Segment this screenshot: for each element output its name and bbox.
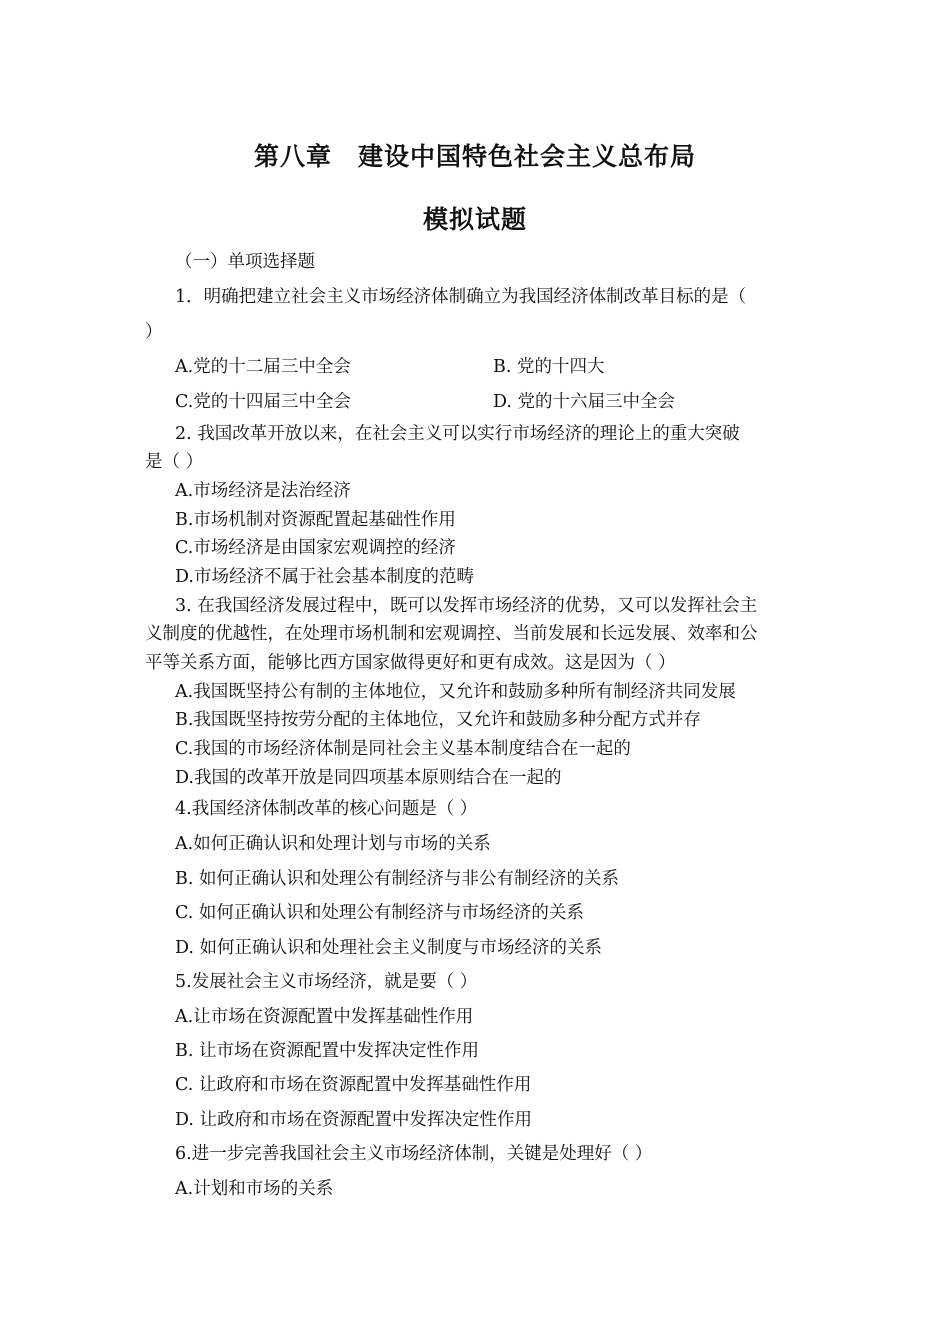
question-3-stem-line-1: 3. 在我国经济发展过程中，既可以发挥市场经济的优势，又可以发挥社会主 xyxy=(175,596,758,616)
question-3-option-b: B.我国既坚持按劳分配的主体地位，又允许和鼓励多种分配方式并存 xyxy=(175,710,701,730)
question-3-option-d: D.我国的改革开放是同四项基本原则结合在一起的 xyxy=(175,768,562,788)
question-4-option-d: D. 如何正确认识和处理社会主义制度与市场经济的关系 xyxy=(175,938,603,958)
question-2-stem-line-1: 2. 我国改革开放以来，在社会主义可以实行市场经济的理论上的重大突破 xyxy=(175,424,740,444)
page-subtitle: 模拟试题 xyxy=(422,205,527,234)
question-1-stem-line-1: 1．明确把建立社会主义市场经济体制确立为我国经济体制改革目标的是（ xyxy=(175,287,747,307)
question-1-stem-line-2: ） xyxy=(145,322,163,342)
question-5-option-b: B. 让市场在资源配置中发挥决定性作用 xyxy=(175,1041,479,1061)
question-1-option-b: B. 党的十四大 xyxy=(493,357,605,377)
question-4-option-a: A.如何正确认识和处理计划与市场的关系 xyxy=(175,834,491,854)
question-2-option-c: C.市场经济是由国家宏观调控的经济 xyxy=(175,538,456,558)
question-5-option-a: A.让市场在资源配置中发挥基础性作用 xyxy=(175,1007,474,1027)
question-3-stem-line-2: 义制度的优越性，在处理市场机制和宏观调控、当前发展和长远发展、效率和公 xyxy=(145,624,758,644)
question-5-stem-line-1: 5.发展社会主义市场经济，就是要（ ） xyxy=(175,972,478,992)
question-2-option-a: A.市场经济是法治经济 xyxy=(175,481,351,501)
question-3-option-c: C.我国的市场经济体制是同社会主义基本制度结合在一起的 xyxy=(175,739,631,759)
question-1-option-a: A.党的十二届三中全会 xyxy=(175,357,351,377)
section-heading: （一）单项选择题 xyxy=(175,252,315,272)
question-4-option-b: B. 如何正确认识和处理公有制经济与非公有制经济的关系 xyxy=(175,869,619,889)
question-6-option-a: A.计划和市场的关系 xyxy=(175,1179,334,1199)
question-2-stem-line-2: 是（ ） xyxy=(145,452,204,472)
question-2-option-b: B.市场机制对资源配置起基础性作用 xyxy=(175,510,456,530)
question-2-option-d: D.市场经济不属于社会基本制度的范畴 xyxy=(175,567,474,587)
question-4-stem-line-1: 4.我国经济体制改革的核心问题是（ ） xyxy=(175,799,478,819)
chapter-title xyxy=(0,137,950,173)
question-3-option-a: A.我国既坚持公有制的主体地位，又允许和鼓励多种所有制经济共同发展 xyxy=(175,682,736,702)
chapter-topic: 建设中国特色社会主义总布局 xyxy=(358,142,697,171)
question-1-option-d: D. 党的十六届三中全会 xyxy=(493,392,676,412)
question-1-option-c: C.党的十四届三中全会 xyxy=(175,392,351,412)
question-4-option-c: C. 如何正确认识和处理公有制经济与市场经济的关系 xyxy=(175,903,584,923)
question-5-option-c: C. 让政府和市场在资源配置中发挥基础性作用 xyxy=(175,1075,532,1095)
chapter-number: 第八章 xyxy=(253,142,332,171)
question-6-stem-line-1: 6.进一步完善我国社会主义市场经济体制，关键是处理好（ ） xyxy=(175,1144,653,1164)
question-3-stem-line-3: 平等关系方面，能够比西方国家做得更好和更有成效。这是因为（ ） xyxy=(145,653,676,673)
question-5-option-d: D. 让政府和市场在资源配置中发挥决定性作用 xyxy=(175,1110,533,1130)
